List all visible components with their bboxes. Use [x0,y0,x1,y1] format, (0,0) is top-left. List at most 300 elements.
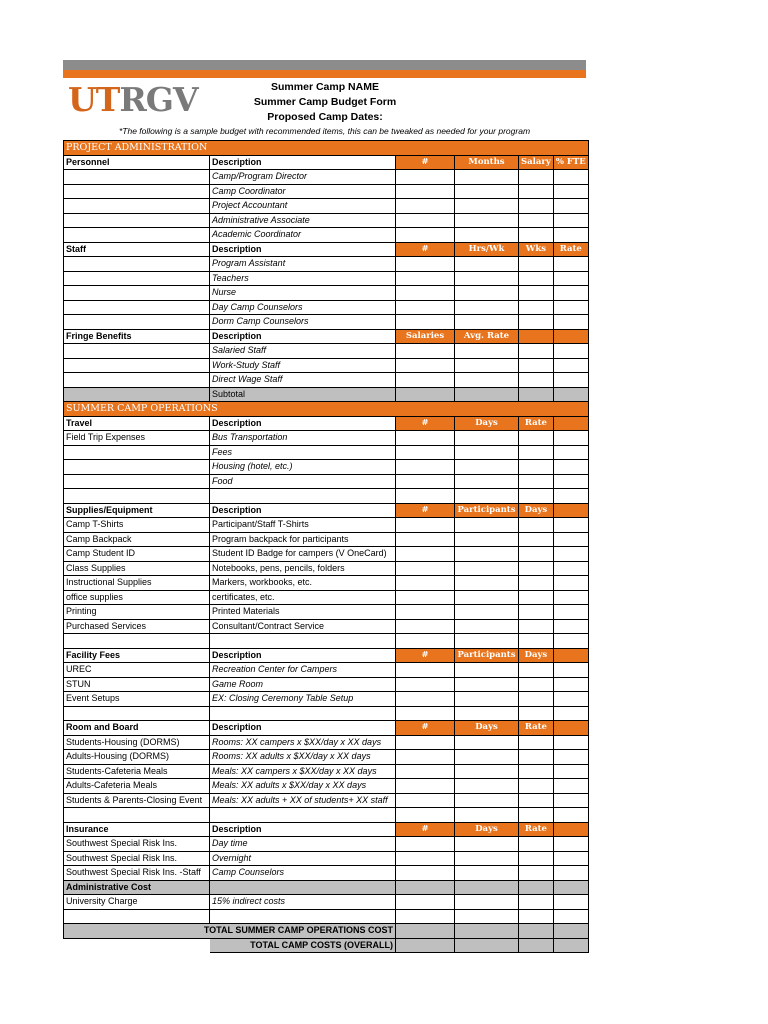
value-cell [519,895,554,910]
table-row [64,300,589,315]
item-description: Printed Materials [210,605,396,620]
value-cell [519,170,554,185]
value-cell [455,257,519,272]
value-cell [553,619,588,634]
col-header [553,822,588,837]
description-header: Description [210,721,396,736]
value-cell [553,344,588,359]
value-cell [553,373,588,388]
top-grey-bar [63,60,586,70]
operations-total-value [519,924,554,939]
item-description: Student ID Badge for campers (V OneCard) [210,547,396,562]
value-cell [519,445,554,460]
value-cell [519,431,554,446]
value-cell [455,547,519,562]
value-cell [553,445,588,460]
item-description: Overnight [210,851,396,866]
blank-cell [455,634,519,649]
table-row [64,445,589,460]
value-cell [455,431,519,446]
subtotal-label: Subtotal [210,387,396,402]
col-header [519,329,554,344]
admin-cost-cell [396,880,455,895]
col-header: Participants [455,648,519,663]
blank-cell [210,808,396,823]
item-description: Program Assistant [210,257,396,272]
value-cell [396,576,455,591]
value-cell [519,460,554,475]
value-cell [519,677,554,692]
value-cell [396,373,455,388]
item-label [64,315,210,330]
category-label: Supplies/Equipment [64,503,210,518]
value-cell [455,344,519,359]
value-cell [519,561,554,576]
value-cell [519,605,554,620]
description-header: Description [210,503,396,518]
value-cell [519,750,554,765]
item-label: Purchased Services [64,619,210,634]
item-description: EX: Closing Ceremony Table Setup [210,692,396,707]
col-header: # [396,822,455,837]
sample-budget-note: *The following is a sample budget with recommended items, this can be tweaked as needed for your program [118,126,531,136]
item-description: Rooms: XX campers x $XX/day x XX days [210,735,396,750]
col-header: Salary [519,155,554,170]
table-row [64,677,589,692]
logo-rgv: RGV [119,80,198,119]
value-cell [455,576,519,591]
value-cell [553,895,588,910]
blank-cell [396,634,455,649]
value-cell [553,271,588,286]
value-cell [553,518,588,533]
item-description: Salaried Staff [210,344,396,359]
table-row [64,851,589,866]
col-header: # [396,242,455,257]
value-cell [553,184,588,199]
category-header-row [64,416,589,431]
table-row [64,257,589,272]
table-row [64,561,589,576]
value-cell [396,793,455,808]
blank-cell [396,489,455,504]
item-label [64,271,210,286]
table-row [64,213,589,228]
operations-total-label: TOTAL SUMMER CAMP OPERATIONS COST [64,924,396,939]
subtotal-value [519,387,554,402]
col-header: Days [455,721,519,736]
value-cell [396,474,455,489]
admin-cost-cell [519,880,554,895]
table-row [64,271,589,286]
value-cell [553,199,588,214]
col-header [553,721,588,736]
item-description: Day time [210,837,396,852]
value-cell [455,445,519,460]
item-label [64,373,210,388]
overall-total-spacer [64,938,210,953]
value-cell [396,518,455,533]
value-cell [396,315,455,330]
item-label: Students & Parents-Closing Event [64,793,210,808]
value-cell [519,315,554,330]
description-header: Description [210,155,396,170]
col-header: Rate [553,242,588,257]
item-description: Participant/Staff T-Shirts [210,518,396,533]
table-row [64,793,589,808]
blank-cell [519,808,554,823]
value-cell [455,532,519,547]
blank-cell [455,808,519,823]
value-cell [455,199,519,214]
table-row [64,184,589,199]
table-row [64,866,589,881]
col-header: # [396,721,455,736]
item-label: STUN [64,677,210,692]
value-cell [553,257,588,272]
category-header-row [64,503,589,518]
item-description: Program backpack for participants [210,532,396,547]
blank-row [64,808,589,823]
table-row [64,460,589,475]
item-label: Students-Housing (DORMS) [64,735,210,750]
value-cell [519,474,554,489]
value-cell [519,344,554,359]
table-row [64,358,589,373]
col-header: Rate [519,822,554,837]
value-cell [519,271,554,286]
item-description: Markers, workbooks, etc. [210,576,396,591]
item-label [64,170,210,185]
logo-ut: UT [68,80,120,119]
item-description: Day Camp Counselors [210,300,396,315]
item-label: Students-Cafeteria Meals [64,764,210,779]
table-row [64,532,589,547]
value-cell [553,460,588,475]
col-header: # [396,648,455,663]
table-row [64,605,589,620]
value-cell [553,358,588,373]
value-cell [553,286,588,301]
value-cell [519,576,554,591]
operations-total-row [64,924,589,939]
value-cell [519,764,554,779]
item-description: Camp/Program Director [210,170,396,185]
item-description: Meals: XX campers x $XX/day x XX days [210,764,396,779]
blank-cell [519,489,554,504]
value-cell [553,547,588,562]
value-cell [519,793,554,808]
table-row [64,590,589,605]
camp-name-title: Summer Camp NAME [271,81,379,93]
blank-cell [553,909,588,924]
category-header-row [64,242,589,257]
value-cell [455,750,519,765]
value-cell [455,184,519,199]
value-cell [519,532,554,547]
item-label [64,286,210,301]
value-cell [396,895,455,910]
value-cell [396,851,455,866]
col-header: # [396,503,455,518]
col-header: Rate [519,416,554,431]
description-header: Description [210,329,396,344]
item-description: Dorm Camp Counselors [210,315,396,330]
blank-cell [455,489,519,504]
category-label: Travel [64,416,210,431]
subtotal-spacer [64,387,210,402]
col-header: Hrs/Wk [455,242,519,257]
item-description: Notebooks, pens, pencils, folders [210,561,396,576]
value-cell [553,851,588,866]
table-row [64,779,589,794]
value-cell [519,358,554,373]
table-row [64,431,589,446]
subtotal-row [64,387,589,402]
value-cell [519,851,554,866]
value-cell [396,431,455,446]
col-header: Participants [455,503,519,518]
blank-cell [455,706,519,721]
blank-cell [64,634,210,649]
value-cell [455,779,519,794]
value-cell [553,474,588,489]
category-label: Insurance [64,822,210,837]
value-cell [553,300,588,315]
item-label: Camp Backpack [64,532,210,547]
blank-cell [553,808,588,823]
value-cell [455,474,519,489]
value-cell [553,561,588,576]
value-cell [455,271,519,286]
value-cell [455,895,519,910]
value-cell [396,561,455,576]
value-cell [455,764,519,779]
value-cell [553,315,588,330]
blank-cell [210,706,396,721]
admin-cost-label: Administrative Cost [64,880,210,895]
value-cell [396,257,455,272]
section-title: PROJECT ADMINISTRATION [64,141,589,156]
value-cell [519,184,554,199]
col-header [553,416,588,431]
col-header: Days [519,503,554,518]
value-cell [519,213,554,228]
value-cell [396,764,455,779]
value-cell [396,692,455,707]
item-label [64,460,210,475]
item-description: Nurse [210,286,396,301]
value-cell [553,431,588,446]
value-cell [553,590,588,605]
subtotal-value [455,387,519,402]
value-cell [455,315,519,330]
item-label [64,344,210,359]
value-cell [455,851,519,866]
value-cell [553,735,588,750]
value-cell [396,286,455,301]
value-cell [553,228,588,243]
item-label [64,184,210,199]
value-cell [455,358,519,373]
blank-row [64,634,589,649]
table-row [64,764,589,779]
item-description: Recreation Center for Campers [210,663,396,678]
blank-cell [64,808,210,823]
blank-cell [210,909,396,924]
table-row [64,547,589,562]
value-cell [396,866,455,881]
item-description: Fees [210,445,396,460]
blank-row [64,706,589,721]
value-cell [455,793,519,808]
value-cell [455,213,519,228]
value-cell [396,735,455,750]
table-row [64,286,589,301]
item-label: Printing [64,605,210,620]
item-description: Work-Study Staff [210,358,396,373]
item-description: Rooms: XX adults x $XX/day x XX days [210,750,396,765]
value-cell [455,866,519,881]
item-label [64,257,210,272]
item-label: UREC [64,663,210,678]
col-header: Days [519,648,554,663]
description-header: Description [210,648,396,663]
item-label: Adults-Cafeteria Meals [64,779,210,794]
blank-cell [519,634,554,649]
col-header: Days [455,416,519,431]
value-cell [519,692,554,707]
value-cell [396,837,455,852]
operations-total-value [455,924,519,939]
value-cell [553,213,588,228]
value-cell [519,228,554,243]
item-description: Administrative Associate [210,213,396,228]
value-cell [396,228,455,243]
item-label [64,445,210,460]
camp-dates-title: Proposed Camp Dates: [267,111,383,123]
blank-cell [519,706,554,721]
category-label: Facility Fees [64,648,210,663]
item-description: Camp Coordinator [210,184,396,199]
table-row [64,228,589,243]
value-cell [553,663,588,678]
operations-total-value [396,924,455,939]
value-cell [455,590,519,605]
blank-cell [210,634,396,649]
value-cell [396,199,455,214]
value-cell [455,677,519,692]
value-cell [396,300,455,315]
blank-cell [553,634,588,649]
col-header: % FTE [553,155,588,170]
overall-total-value [396,938,455,953]
table-row [64,315,589,330]
category-header-row [64,155,589,170]
table-row [64,474,589,489]
category-header-row [64,329,589,344]
value-cell [455,605,519,620]
item-description: Housing (hotel, etc.) [210,460,396,475]
value-cell [519,866,554,881]
item-description: Teachers [210,271,396,286]
value-cell [396,358,455,373]
item-description: certificates, etc. [210,590,396,605]
value-cell [519,518,554,533]
admin-cost-cell [455,880,519,895]
value-cell [455,373,519,388]
value-cell [396,213,455,228]
table-row [64,170,589,185]
col-header [553,648,588,663]
description-header: Description [210,242,396,257]
value-cell [455,692,519,707]
value-cell [553,837,588,852]
item-description: Camp Counselors [210,866,396,881]
item-label: Southwest Special Risk Ins. [64,851,210,866]
col-header: Salaries [396,329,455,344]
col-header: # [396,155,455,170]
value-cell [519,199,554,214]
value-cell [396,184,455,199]
value-cell [553,779,588,794]
category-header-row [64,721,589,736]
blank-cell [553,489,588,504]
table-row [64,199,589,214]
item-description: Meals: XX adults x $XX/day x XX days [210,779,396,794]
value-cell [519,590,554,605]
value-cell [553,677,588,692]
blank-cell [64,706,210,721]
section-title: SUMMER CAMP OPERATIONS [64,402,589,417]
item-description: Bus Transportation [210,431,396,446]
value-cell [396,170,455,185]
description-header: Description [210,416,396,431]
admin-cost-row [64,880,589,895]
blank-cell [210,489,396,504]
category-label: Fringe Benefits [64,329,210,344]
value-cell [519,779,554,794]
item-label: office supplies [64,590,210,605]
table-row [64,692,589,707]
value-cell [396,750,455,765]
value-cell [396,663,455,678]
value-cell [519,547,554,562]
table-row [64,837,589,852]
item-label: Southwest Special Risk Ins. -Staff [64,866,210,881]
blank-cell [64,909,210,924]
blank-cell [396,808,455,823]
col-header: Days [455,822,519,837]
table-row [64,750,589,765]
item-label [64,199,210,214]
blank-cell [553,706,588,721]
operations-total-value [553,924,588,939]
value-cell [396,344,455,359]
category-header-row [64,648,589,663]
subtotal-value [396,387,455,402]
col-header: Months [455,155,519,170]
col-header [553,329,588,344]
value-cell [396,445,455,460]
item-label: Adults-Housing (DORMS) [64,750,210,765]
value-cell [519,286,554,301]
value-cell [553,764,588,779]
value-cell [396,532,455,547]
item-description: Meals: XX adults + XX of students+ XX staff [210,793,396,808]
col-header: # [396,416,455,431]
table-row [64,663,589,678]
